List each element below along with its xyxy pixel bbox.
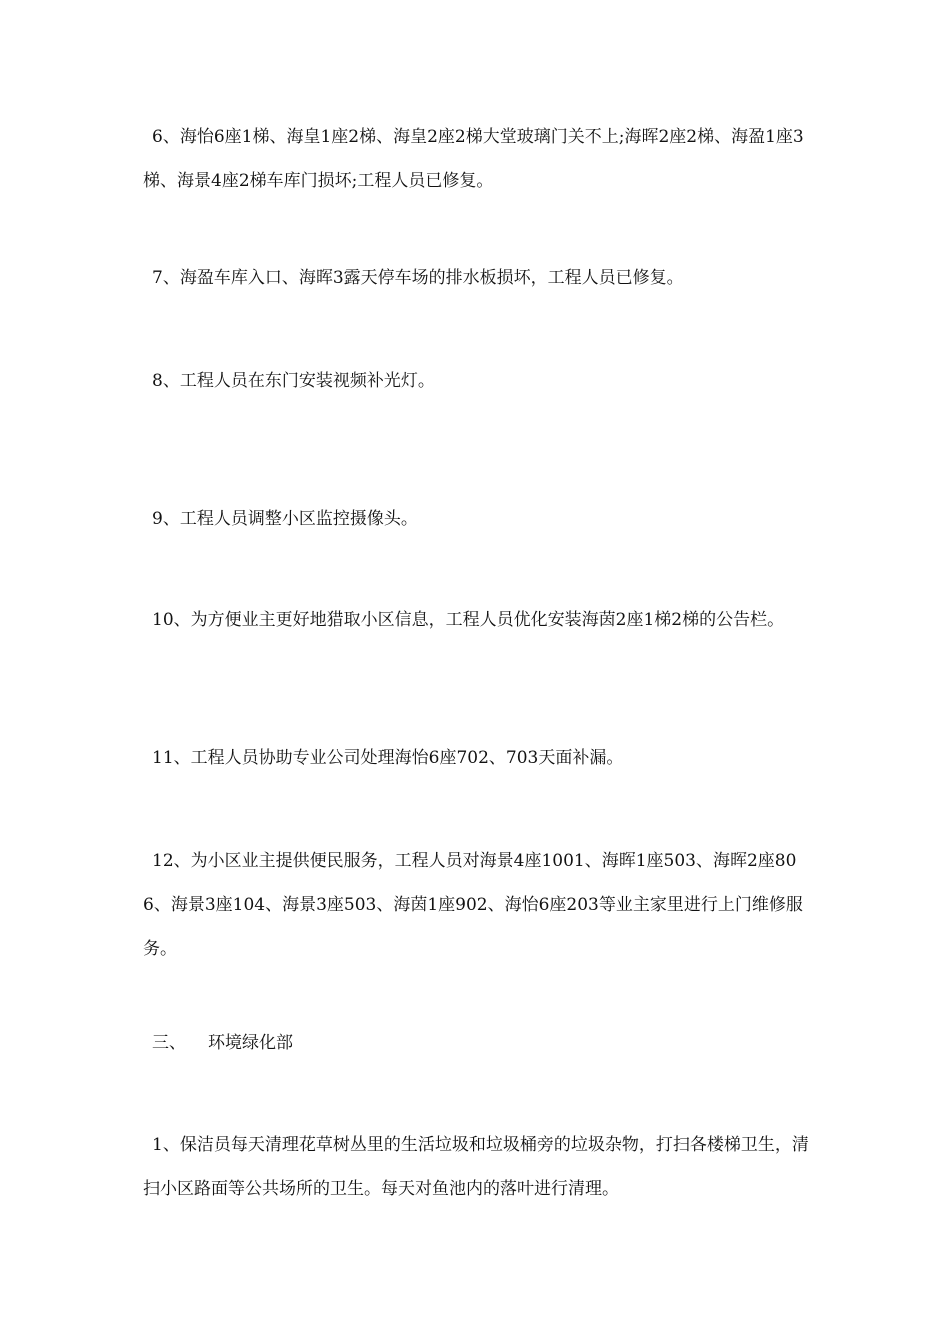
paragraph-item-12: 12、为小区业主提供便民服务，工程人员对海景4座1001、海晖1座503、海晖2座806、海景3座104、海景3座503、海茵1座902、海怡6座203等业主家里进行上门维修服务。 — [143, 851, 803, 959]
paragraph-item-7: 7、海盈车库入口、海晖3露天停车场的排水板损坏，工程人员已修复。 — [152, 268, 684, 288]
section-number: 三、 — [152, 1033, 186, 1053]
section-title: 环境绿化部 — [208, 1033, 293, 1053]
paragraph-section-item-1: 1、保洁员每天清理花草树丛里的生活垃圾和垃圾桶旁的垃圾杂物，打扫各楼梯卫生，清扫小区路面等公共场所的卫生。每天对鱼池内的落叶进行清理。 — [143, 1135, 809, 1199]
paragraph-item-10: 10、为方便业主更好地猎取小区信息，工程人员优化安装海茵2座1梯2梯的公告栏。 — [152, 610, 785, 630]
paragraph-item-6: 6、海怡6座1梯、海皇1座2梯、海皇2座2梯大堂玻璃门关不上;海晖2座2梯、海盈1座3梯、海景4座2梯车库门损坏;工程人员已修复。 — [143, 127, 804, 191]
paragraph-item-8: 8、工程人员在东门安装视频补光灯。 — [152, 371, 435, 391]
paragraph-item-9: 9、工程人员调整小区监控摄像头。 — [152, 509, 418, 529]
section-heading — [152, 1021, 293, 1065]
paragraph-item-11: 11、工程人员协助专业公司处理海怡6座702、703天面补漏。 — [152, 748, 624, 768]
